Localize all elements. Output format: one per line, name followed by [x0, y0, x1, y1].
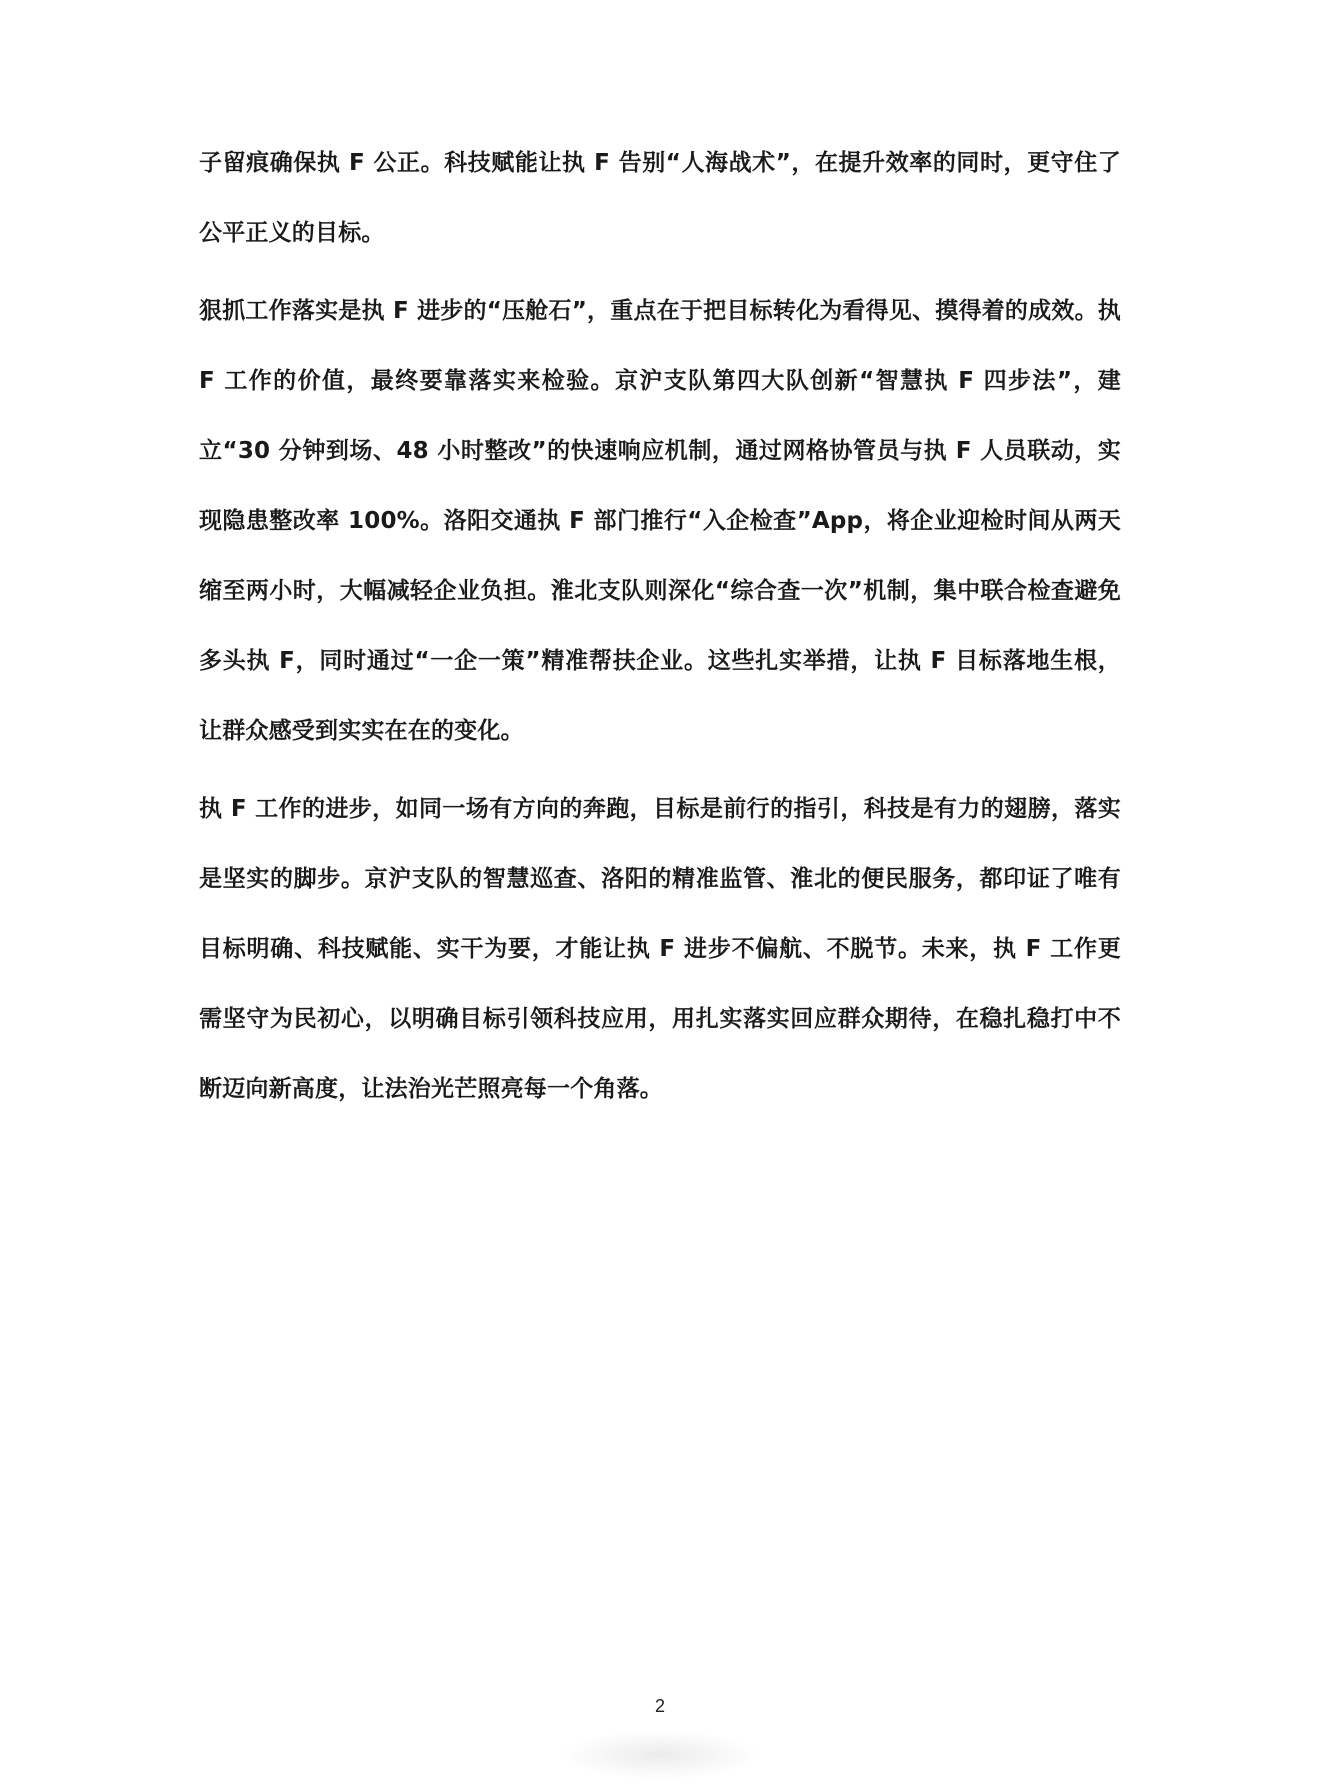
- paragraph-gap: [199, 766, 1121, 774]
- footer-shade: [560, 1730, 760, 1780]
- page-number: 2: [654, 1696, 665, 1716]
- paragraph-3: 执 F 工作的进步，如同一场有方向的奔跑，目标是前行的指引，科技是有力的翅膀，落实是坚实的脚步。京沪支队的智慧巡查、洛阳的精准监管、淮北的便民服务，都印证了唯有目标明确、科技赋能、实干为要，才能让执 F 进步不偏航、不脱节。未来，执 F 工作更需坚守为民初心，以明确目标引领科技应用，用扎实落实回应群众期待，在稳扎稳打中不断迈向新高度，让法治光芒照亮每一个角落。: [199, 796, 1121, 1102]
- paragraph-2: 狠抓工作落实是执 F 进步的“压舱石”，重点在于把目标转化为看得见、摸得着的成效。执 F 工作的价值，最终要靠落实来检验。京沪支队第四大队创新“智慧执 F 四步法”，建立“30 分钟到场、48 小时整改”的快速响应机制，通过网格协管员与执 F 人员联动，实现隐患整改率 100%。洛阳交通执 F 部门推行“入企检查”App，将企业迎检时间从两天缩至两小时，大幅减轻企业负担。淮北支队则深化“综合查一次”机制，集中联合检查避免多头执 F，同时通过“一企一策”精准帮扶企业。这些扎实举措，让执 F 目标落地生根，让群众感受到实实在在的变化。: [199, 298, 1121, 744]
- paragraph-1: 子留痕确保执 F 公正。科技赋能让执 F 告别“人海战术”，在提升效率的同时，更守住了公平正义的目标。: [199, 150, 1121, 246]
- paragraph-gap: [199, 268, 1121, 276]
- document-body: [199, 128, 1121, 1124]
